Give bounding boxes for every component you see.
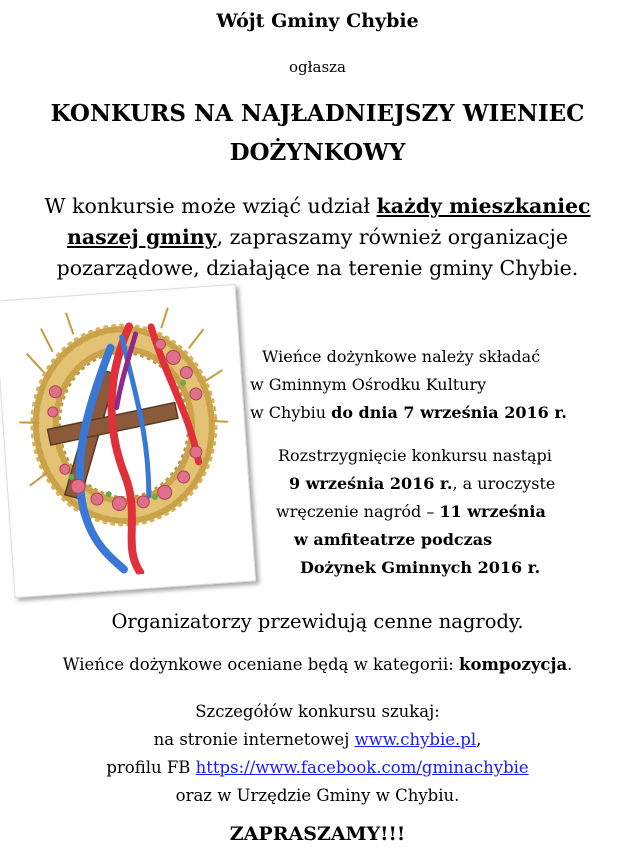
details-line-1: Szczegółów konkursu szukaj:: [195, 702, 440, 721]
intro-text-2: , zapraszamy również organizacje: [216, 225, 569, 249]
details-line-4: oraz w Urzędzie Gminy w Chybiu.: [175, 786, 460, 805]
category-line: [0, 655, 635, 674]
results-line-4: w amfiteatrze podczas: [294, 530, 493, 549]
intro-line-3: pozarządowe, działające na terenie gminy Chybie.: [56, 256, 579, 280]
details-website-label: na stronie internetowej: [153, 730, 355, 749]
contest-title-line-2: DOŻYNKOWY: [229, 139, 406, 166]
award-ceremony-date: 11 września: [439, 502, 546, 521]
delivery-line-1: Wieńce dożynkowe należy składać: [262, 347, 541, 366]
facebook-link[interactable]: https://www.facebook.com/gminachybie: [195, 758, 529, 777]
results-line-5: Dożynek Gminnych 2016 r.: [300, 558, 541, 577]
delivery-line-2: w Gminnym Ośrodku Kultury: [250, 375, 487, 394]
delivery-place: w Chybiu: [250, 403, 332, 422]
results-date: 9 września 2016 r.: [289, 474, 453, 493]
intro-eligibility-emphasis-2: naszej gminy: [66, 225, 217, 249]
details-line-2: [0, 730, 635, 749]
intro-eligibility-emphasis: każdy mieszkaniec: [376, 194, 591, 218]
authority-heading: Wójt Gminy Chybie: [216, 10, 419, 32]
wreath-illustration-card: [0, 284, 256, 598]
results-text: , a uroczyste: [452, 474, 556, 493]
delivery-line-3: [250, 403, 567, 422]
details-line-3: [0, 758, 635, 777]
intro-line-2: [0, 225, 635, 249]
harvest-wreath-icon: [10, 300, 240, 582]
announces-text: ogłasza: [289, 58, 346, 76]
details-comma: ,: [476, 730, 482, 749]
results-line-3: [276, 502, 546, 521]
category-text: Wieńce dożynkowe oceniane będą w kategorii:: [62, 655, 460, 674]
results-line-1: Rozstrzygnięcie konkursu nastąpi: [278, 446, 552, 465]
details-facebook-label: profilu FB: [106, 758, 196, 777]
intro-line-1: [0, 194, 635, 218]
results-line-2: [289, 474, 555, 493]
intro-text: W konkursie może wziąć udział: [44, 194, 377, 218]
category-end: .: [567, 655, 573, 674]
category-value: kompozycja: [459, 655, 568, 674]
invitation-text: ZAPRASZAMY!!!: [229, 823, 406, 845]
delivery-deadline: do dnia 7 września 2016 r.: [331, 403, 567, 422]
website-link[interactable]: www.chybie.pl: [354, 730, 477, 749]
contest-title-line-1: KONKURS NA NAJŁADNIEJSZY WIENIEC: [50, 100, 585, 127]
award-ceremony-text: wręczenie nagród –: [276, 502, 440, 521]
prizes-text: Organizatorzy przewidują cenne nagrody.: [111, 610, 524, 633]
